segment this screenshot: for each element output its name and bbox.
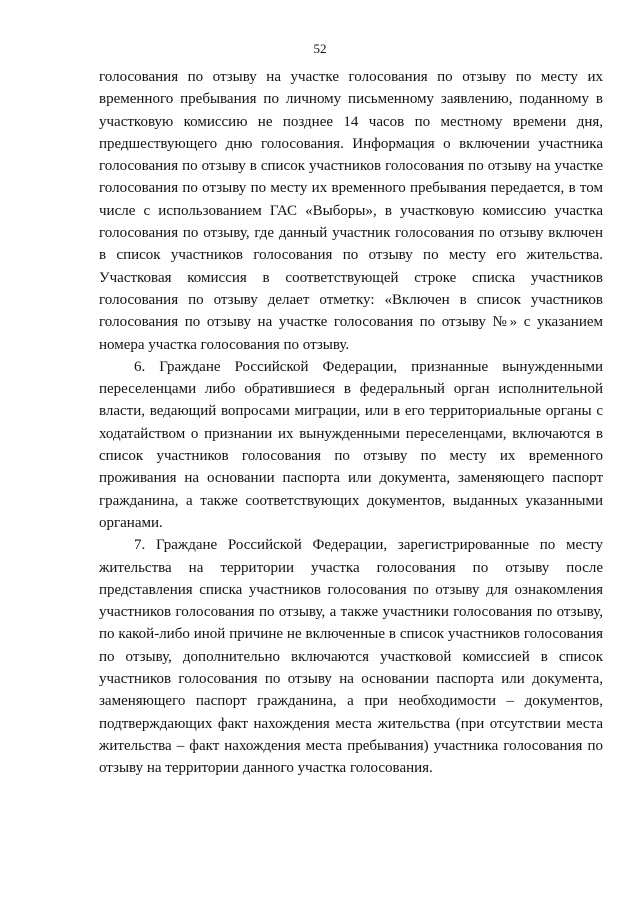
document-body — [99, 66, 603, 780]
paragraph-item-6: 6. Граждане Российской Федерации, признанные вынужденными переселенцами либо обратившиеся в федеральный орган исполнительной власти, ведающий вопросами миграции, или в его территориальные органы с ходатайством о признании их вынужденными переселенцами, включаются в список участников голосования по отзыву по месту их временного проживания на основании паспорта или документа, заменяющего паспорт гражданина, а также соответствующих документов, выданных указанными органами. — [99, 358, 603, 531]
page-number: 52 — [313, 41, 327, 56]
paragraph-continuation: голосования по отзыву на участке голосования по отзыву по месту их временного пребывания по личному письменному заявлению, поданному в участковую комиссию не позднее 14 часов по местному времени дня, предшествующего дню голосования. Информация о включении участника голосования по отзыву в список участников голосования по отзыву на участке голосования по отзыву по месту их временного пребывания передается, в том числе с использованием ГАС «Выборы», в участковую комиссию участка голосования по отзыву, где данный участник голосования по отзыву включен в список участников голосования по отзыву по месту его жительства. Участковая комиссия в соответствующей строке списка участников голосования по отзыву делает отметку: «Включен в список участников голосования по отзыву на участке голосования по отзыву №» с указанием номера участка голосования по отзыву. — [99, 69, 603, 353]
paragraph-item-7: 7. Граждане Российской Федерации, зарегистрированные по месту жительства на территории участка голосования по отзыву после представления списка участников голосования по отзыву для ознакомления участников голосования по отзыву, а также участники голосования по отзыву, по какой-либо иной причине не включенные в список участников голосования по отзыву, дополнительно включаются участковой комиссией в список участников голосования по отзыву на основании паспорта или документа, заменяющего паспорт гражданина, а при необходимости – документов, подтверждающих факт нахождения места жительства (при отсутствии места жительства – факт нахождения места пребывания) участника голосования по отзыву на территории данного участка голосования. — [99, 537, 603, 777]
